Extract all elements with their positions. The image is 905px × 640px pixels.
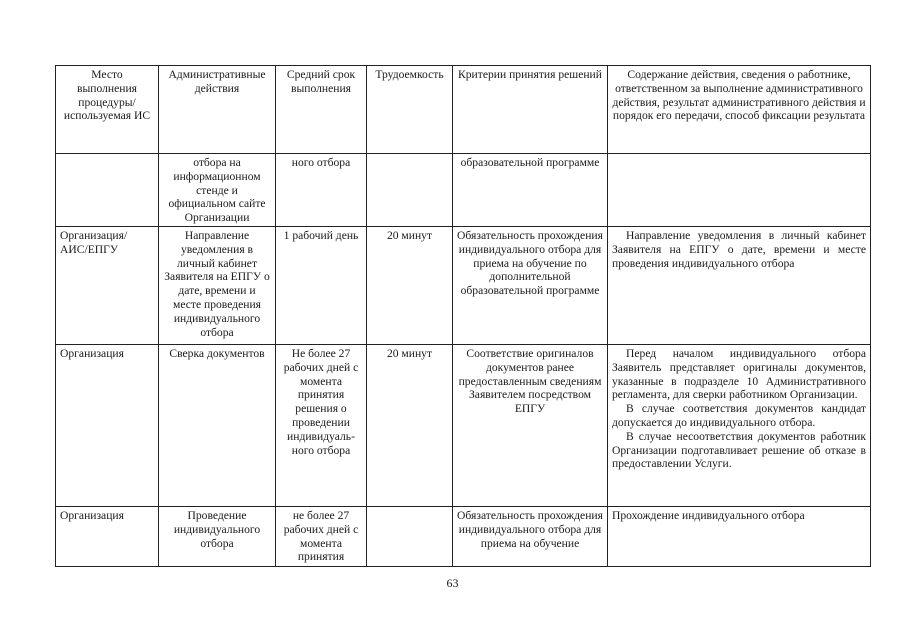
content-paragraph: Прохождение индивидуального отбора bbox=[612, 509, 805, 522]
content-paragraph: Направление уведомления в личный кабинет Заявителя на ЕПГУ о дате, времени и месте проведения индивидуального отбора bbox=[612, 229, 866, 270]
cell-criteria-text: Обязательность прохождения индивидуального отбора для приема на обучение bbox=[457, 509, 603, 550]
cell-action-text: Проведение индивидуального отбора bbox=[173, 509, 261, 550]
cell-effort: 20 минут bbox=[367, 345, 453, 507]
cell-criteria: Обязательность прохождения индивидуального отбора для приема на обучение по дополнительной образовательной программе bbox=[453, 227, 608, 345]
cell-criteria: образовательной программе bbox=[453, 154, 608, 227]
header-content: Содержание действия, сведения о работнике, ответственном за выполнение административного действия, результат административного действия и порядок его передачи, способ фиксации результата bbox=[608, 66, 871, 154]
cell-effort: 20 минут bbox=[367, 227, 453, 345]
cell-place bbox=[56, 507, 159, 567]
cell-action bbox=[159, 507, 276, 567]
content-paragraph: В случае несоответствия документов работник Организации подготавливает решение об отказе в предоставлении Услуги. bbox=[612, 429, 866, 471]
header-term: Средний срок выполнения bbox=[276, 66, 367, 154]
page-number: 63 bbox=[446, 576, 459, 590]
cell-place-text: Организация bbox=[60, 509, 124, 522]
cell-term: Не более 27 рабочих дней с момента принятия решения о проведении индивидуаль-ного отбора bbox=[276, 345, 367, 507]
cell-effort bbox=[367, 507, 453, 567]
cell-place: Организация/ АИС/ЕПГУ bbox=[56, 227, 159, 345]
header-action: Административные действия bbox=[159, 66, 276, 154]
cell-term bbox=[276, 507, 367, 567]
cell-criteria: Соответствие оригиналов документов ранее предоставленным сведениям Заявителем посредством ЕПГУ bbox=[453, 345, 608, 507]
cell-action: отбора на информационном стенде и официальном сайте Организации bbox=[159, 154, 276, 227]
content-paragraph: В случае соответствия документов кандидат допускается до индивидуального отбора. bbox=[612, 402, 866, 429]
cell-action: Направление уведомления в личный кабинет Заявителя на ЕПГУ о дате, времени и месте проведения индивидуального отбора bbox=[159, 227, 276, 345]
content-paragraph: Перед началом индивидуального отбора Заявитель представляет оригиналы документов, указанные в подразделе 10 Административного регламента, для сверки работником Организации. bbox=[612, 347, 866, 402]
header-effort: Трудоемкость bbox=[367, 66, 453, 154]
cell-place: Организация bbox=[56, 345, 159, 507]
table-row bbox=[56, 227, 871, 345]
procedure-table bbox=[55, 65, 871, 567]
cell-term-text: не более 27 рабочих дней с момента принятия bbox=[283, 509, 359, 564]
cell-content bbox=[608, 154, 871, 227]
table-row bbox=[56, 507, 871, 567]
cell-action: Сверка документов bbox=[159, 345, 276, 507]
table-header-row bbox=[56, 66, 871, 154]
cell-content bbox=[608, 227, 871, 345]
cell-content bbox=[608, 507, 871, 567]
cell-effort bbox=[367, 154, 453, 227]
header-place: Место выполнения процедуры/ используемая ИС bbox=[56, 66, 159, 154]
cell-term: 1 рабочий день bbox=[276, 227, 367, 345]
cell-place bbox=[56, 154, 159, 227]
table-row bbox=[56, 345, 871, 507]
cell-content bbox=[608, 345, 871, 507]
cell-term: ного отбора bbox=[276, 154, 367, 227]
header-criteria: Критерии принятия решений bbox=[453, 66, 608, 154]
table-row bbox=[56, 154, 871, 227]
cell-criteria bbox=[453, 507, 608, 567]
cell-effort-text bbox=[371, 509, 448, 565]
